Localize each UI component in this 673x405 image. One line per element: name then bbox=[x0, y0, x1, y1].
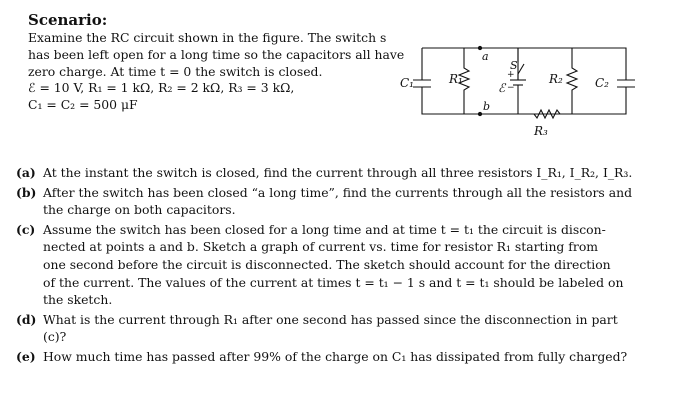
question-text-line: (c)? bbox=[43, 329, 67, 345]
switch-blade bbox=[518, 64, 524, 74]
question-label: (c) bbox=[16, 221, 36, 237]
circuit-diagram bbox=[394, 40, 656, 148]
r1-label: R₁ bbox=[449, 72, 463, 86]
question-label: (e) bbox=[16, 348, 36, 364]
question-c bbox=[16, 221, 624, 309]
question-text-line: nected at points a and b. Sketch a graph of current vs. time for resistor R₁ starting from bbox=[43, 239, 599, 255]
node-b-label: b bbox=[483, 100, 491, 113]
question-text-line: At the instant the switch is closed, find the current through all three resistors I_R₁, I_R₂, I_R₃. bbox=[43, 165, 633, 180]
question-label: (d) bbox=[16, 311, 37, 327]
scenario-block bbox=[28, 10, 405, 114]
question-e bbox=[16, 348, 628, 366]
scenario-line: ℰ = 10 V, R₁ = 1 kΩ, R₂ = 2 kΩ, R₃ = 3 kΩ, bbox=[28, 80, 295, 96]
switch-label: S bbox=[510, 59, 518, 72]
question-text-line: Assume the switch has been closed for a long time and at time t = t₁ the circuit is discon- bbox=[43, 221, 606, 237]
question-text-line: What is the current through R₁ after one second has passed since the disconnection in part bbox=[43, 311, 618, 327]
question-text-line: After the switch has been closed “a long time”, find the currents through all the resistors and bbox=[43, 184, 633, 200]
r2-resistor bbox=[567, 48, 577, 114]
scenario-line: Examine the RC circuit shown in the figure. The switch s bbox=[28, 30, 387, 45]
question-label: (a) bbox=[16, 165, 36, 180]
emf-minus-label: − bbox=[507, 83, 515, 93]
question-b bbox=[16, 184, 633, 219]
emf-label: ℰ bbox=[498, 81, 506, 95]
scenario-line: has been left open for a long time so the capacitors all have bbox=[28, 46, 405, 62]
question-text-line: the charge on both capacitors. bbox=[43, 202, 236, 218]
question-a bbox=[16, 164, 633, 182]
node-b bbox=[478, 112, 481, 115]
node-a-label: a bbox=[482, 50, 489, 63]
scenario-line: zero charge. At time t = 0 the switch is closed. bbox=[28, 63, 323, 79]
question-text-line: the sketch. bbox=[43, 292, 113, 308]
c1-label: C₁ bbox=[400, 76, 414, 90]
question-text-line: How much time has passed after 99% of the charge on C₁ has dissipated from fully charged? bbox=[43, 348, 628, 364]
emf-plus-label: + bbox=[507, 70, 515, 80]
r2-label: R₂ bbox=[549, 72, 563, 86]
scenario-title: Scenario: bbox=[28, 11, 108, 29]
question-text-line: of the current. The values of the current at times t = t₁ − 1 s and t = t₁ should be labeled on bbox=[43, 274, 624, 290]
question-label: (b) bbox=[16, 184, 37, 200]
question-d bbox=[16, 311, 616, 346]
question-text-line: one second before the circuit is disconnected. The sketch should account for the direction bbox=[43, 256, 611, 272]
wire-top-left bbox=[422, 48, 518, 80]
question-list bbox=[16, 164, 633, 368]
r3-label: R₃ bbox=[534, 124, 548, 138]
scenario-line: C₁ = C₂ = 500 μF bbox=[28, 97, 138, 113]
c2-label: C₂ bbox=[595, 76, 609, 90]
